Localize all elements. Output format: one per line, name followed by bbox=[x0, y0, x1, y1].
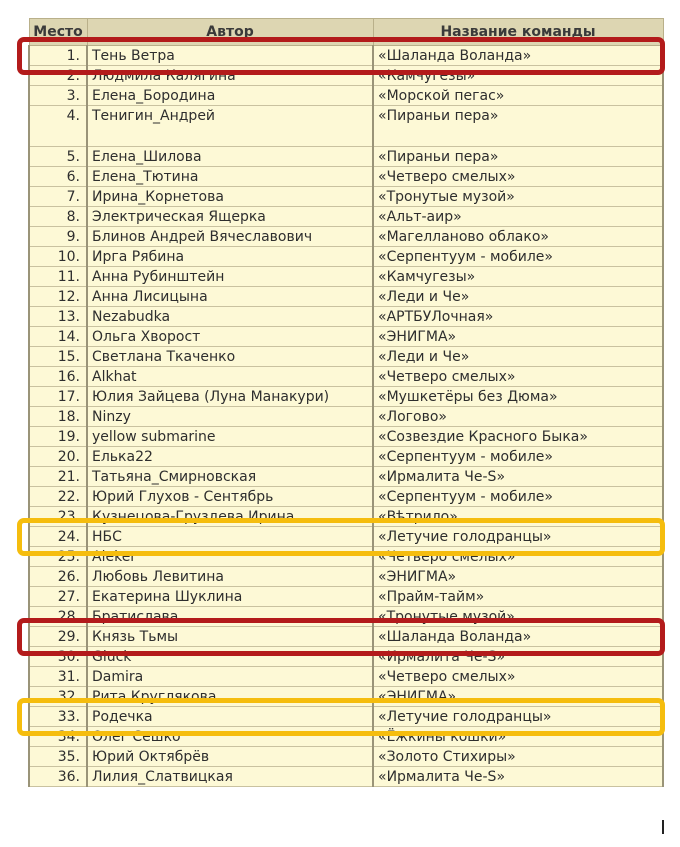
place-cell: 17. bbox=[29, 387, 87, 407]
place-cell: 24. bbox=[29, 527, 87, 547]
table-row bbox=[29, 307, 663, 327]
table-row bbox=[29, 587, 663, 607]
team-cell: «Магелланово облако» bbox=[373, 227, 663, 247]
place-cell: 34. bbox=[29, 727, 87, 747]
team-cell: «Четверо смелых» bbox=[373, 547, 663, 567]
author-cell: Ninzy bbox=[87, 407, 373, 427]
team-cell: «Мушкетёры без Дюма» bbox=[373, 387, 663, 407]
team-cell: «Ирмалита Че-S» bbox=[373, 467, 663, 487]
table-row bbox=[29, 747, 663, 767]
table-row bbox=[29, 467, 663, 487]
team-cell: «Ирмалита Че-S» bbox=[373, 647, 663, 667]
team-cell: «Серпентуум - мобиле» bbox=[373, 447, 663, 467]
place-cell: 36. bbox=[29, 767, 87, 787]
team-cell: «Летучие голодранцы» bbox=[373, 527, 663, 547]
team-cell: «АРТБУЛочная» bbox=[373, 307, 663, 327]
place-cell: 25. bbox=[29, 547, 87, 567]
team-cell: «Леди и Че» bbox=[373, 347, 663, 367]
author-cell: Nezabudka bbox=[87, 307, 373, 327]
author-cell: Damira bbox=[87, 667, 373, 687]
table-row bbox=[29, 367, 663, 387]
team-cell: «Вѣтрило» bbox=[373, 507, 663, 527]
team-cell: «Прайм-тайм» bbox=[373, 587, 663, 607]
place-cell: 1. bbox=[29, 46, 87, 66]
author-cell: Gluck bbox=[87, 647, 373, 667]
team-cell: «Морской пегас» bbox=[373, 86, 663, 106]
author-cell: Людмила Калягина bbox=[87, 66, 373, 86]
table-row bbox=[29, 327, 663, 347]
table-row bbox=[29, 407, 663, 427]
place-cell: 28. bbox=[29, 607, 87, 627]
table-row bbox=[29, 147, 663, 167]
place-cell: 3. bbox=[29, 86, 87, 106]
author-cell: Анна Рубинштейн bbox=[87, 267, 373, 287]
author-cell: Братислава bbox=[87, 607, 373, 627]
author-cell: Елена_Шилова bbox=[87, 147, 373, 167]
team-cell: «Камчугезы» bbox=[373, 66, 663, 86]
team-cell: «Созвездие Красного Быка» bbox=[373, 427, 663, 447]
place-cell: 7. bbox=[29, 187, 87, 207]
author-cell: Князь Тьмы bbox=[87, 627, 373, 647]
author-cell: Электрическая Ящерка bbox=[87, 207, 373, 227]
team-cell: «Ёжкины кошки» bbox=[373, 727, 663, 747]
place-cell: 15. bbox=[29, 347, 87, 367]
author-cell: Тень Ветра bbox=[87, 46, 373, 66]
table-row bbox=[29, 427, 663, 447]
author-cell: НБС bbox=[87, 527, 373, 547]
place-cell: 8. bbox=[29, 207, 87, 227]
table-row bbox=[29, 567, 663, 587]
team-cell: «Золото Стихиры» bbox=[373, 747, 663, 767]
team-cell: «Альт-аир» bbox=[373, 207, 663, 227]
table-row bbox=[29, 667, 663, 687]
table-row bbox=[29, 187, 663, 207]
place-cell: 18. bbox=[29, 407, 87, 427]
results-table bbox=[28, 18, 664, 787]
team-cell: «ЭНИГМА» bbox=[373, 687, 663, 707]
table-body bbox=[29, 46, 663, 787]
place-cell: 30. bbox=[29, 647, 87, 667]
team-cell: «Пираньи пера» bbox=[373, 147, 663, 167]
team-cell: «Четверо смелых» bbox=[373, 667, 663, 687]
place-cell: 26. bbox=[29, 567, 87, 587]
author-cell: Кузнецова-Груздева Ирина bbox=[87, 507, 373, 527]
team-cell: «Серпентуум - мобиле» bbox=[373, 247, 663, 267]
team-cell: «Тронутые музой» bbox=[373, 607, 663, 627]
author-cell: Анна Лисицына bbox=[87, 287, 373, 307]
team-cell: «Летучие голодранцы» bbox=[373, 707, 663, 727]
author-cell: Блинов Андрей Вячеславович bbox=[87, 227, 373, 247]
place-cell: 35. bbox=[29, 747, 87, 767]
place-cell: 21. bbox=[29, 467, 87, 487]
column-header-author: Автор bbox=[87, 19, 373, 46]
place-cell: 12. bbox=[29, 287, 87, 307]
team-cell: «ЭНИГМА» bbox=[373, 327, 663, 347]
place-cell: 11. bbox=[29, 267, 87, 287]
author-cell: Ирга Рябина bbox=[87, 247, 373, 267]
place-cell: 20. bbox=[29, 447, 87, 467]
table-row bbox=[29, 207, 663, 227]
place-cell: 14. bbox=[29, 327, 87, 347]
table-row bbox=[29, 287, 663, 307]
team-cell: «Четверо смелых» bbox=[373, 367, 663, 387]
place-cell: 13. bbox=[29, 307, 87, 327]
author-cell: Alkhat bbox=[87, 367, 373, 387]
author-cell: Юрий Глухов - Сентябрь bbox=[87, 487, 373, 507]
table-row bbox=[29, 267, 663, 287]
place-cell: 5. bbox=[29, 147, 87, 167]
column-header-team: Название команды bbox=[373, 19, 663, 46]
author-cell: Екатерина Шуклина bbox=[87, 587, 373, 607]
team-cell: «Серпентуум - мобиле» bbox=[373, 487, 663, 507]
yellow-highlight-box bbox=[17, 698, 665, 736]
team-cell: «Логово» bbox=[373, 407, 663, 427]
place-cell: 16. bbox=[29, 367, 87, 387]
red-highlight-box bbox=[17, 37, 665, 75]
place-cell: 27. bbox=[29, 587, 87, 607]
table-row bbox=[29, 447, 663, 467]
table-row bbox=[29, 487, 663, 507]
team-cell: «Леди и Че» bbox=[373, 287, 663, 307]
author-cell: Елена_Бородина bbox=[87, 86, 373, 106]
author-cell: yellow submarine bbox=[87, 427, 373, 447]
team-cell: «Четверо смелых» bbox=[373, 167, 663, 187]
table-row bbox=[29, 247, 663, 267]
author-cell: Родечка bbox=[87, 707, 373, 727]
team-cell: «Пираньи пера» bbox=[373, 106, 663, 147]
author-cell: Олег Сешко bbox=[87, 727, 373, 747]
table-row bbox=[29, 86, 663, 106]
place-cell: 33. bbox=[29, 707, 87, 727]
team-cell: «Камчугезы» bbox=[373, 267, 663, 287]
author-cell: Лилия_Слатвицкая bbox=[87, 767, 373, 787]
place-cell: 31. bbox=[29, 667, 87, 687]
author-cell: Татьяна_Смирновская bbox=[87, 467, 373, 487]
author-cell: Юрий Октябрёв bbox=[87, 747, 373, 767]
table-row bbox=[29, 167, 663, 187]
author-cell: Елька22 bbox=[87, 447, 373, 467]
table-row bbox=[29, 347, 663, 367]
place-cell: 32. bbox=[29, 687, 87, 707]
author-cell: Светлана Ткаченко bbox=[87, 347, 373, 367]
table-row bbox=[29, 227, 663, 247]
author-cell: Aleker bbox=[87, 547, 373, 567]
team-cell: «Ирмалита Че-S» bbox=[373, 767, 663, 787]
place-cell: 22. bbox=[29, 487, 87, 507]
column-header-place: Место bbox=[29, 19, 87, 46]
red-highlight-box bbox=[17, 618, 665, 656]
author-cell: Юлия Зайцева (Луна Манакури) bbox=[87, 387, 373, 407]
author-cell: Ирина_Корнетова bbox=[87, 187, 373, 207]
place-cell: 23. bbox=[29, 507, 87, 527]
table-row bbox=[29, 106, 663, 147]
place-cell: 19. bbox=[29, 427, 87, 447]
team-cell: «Шаланда Воланда» bbox=[373, 627, 663, 647]
team-cell: «Тронутые музой» bbox=[373, 187, 663, 207]
team-cell: «ЭНИГМА» bbox=[373, 567, 663, 587]
team-cell: «Шаланда Воланда» bbox=[373, 46, 663, 66]
author-cell: Елена_Тютина bbox=[87, 167, 373, 187]
table-row bbox=[29, 767, 663, 787]
place-cell: 6. bbox=[29, 167, 87, 187]
place-cell: 2. bbox=[29, 66, 87, 86]
place-cell: 4. bbox=[29, 106, 87, 147]
place-cell: 9. bbox=[29, 227, 87, 247]
yellow-highlight-box bbox=[17, 518, 665, 556]
author-cell: Тенигин_Андрей bbox=[87, 106, 373, 147]
text-cursor bbox=[662, 820, 664, 834]
author-cell: Любовь Левитина bbox=[87, 567, 373, 587]
author-cell: Ольга Хворост bbox=[87, 327, 373, 347]
author-cell: Рита Круглякова bbox=[87, 687, 373, 707]
place-cell: 10. bbox=[29, 247, 87, 267]
place-cell: 29. bbox=[29, 627, 87, 647]
table-row bbox=[29, 387, 663, 407]
